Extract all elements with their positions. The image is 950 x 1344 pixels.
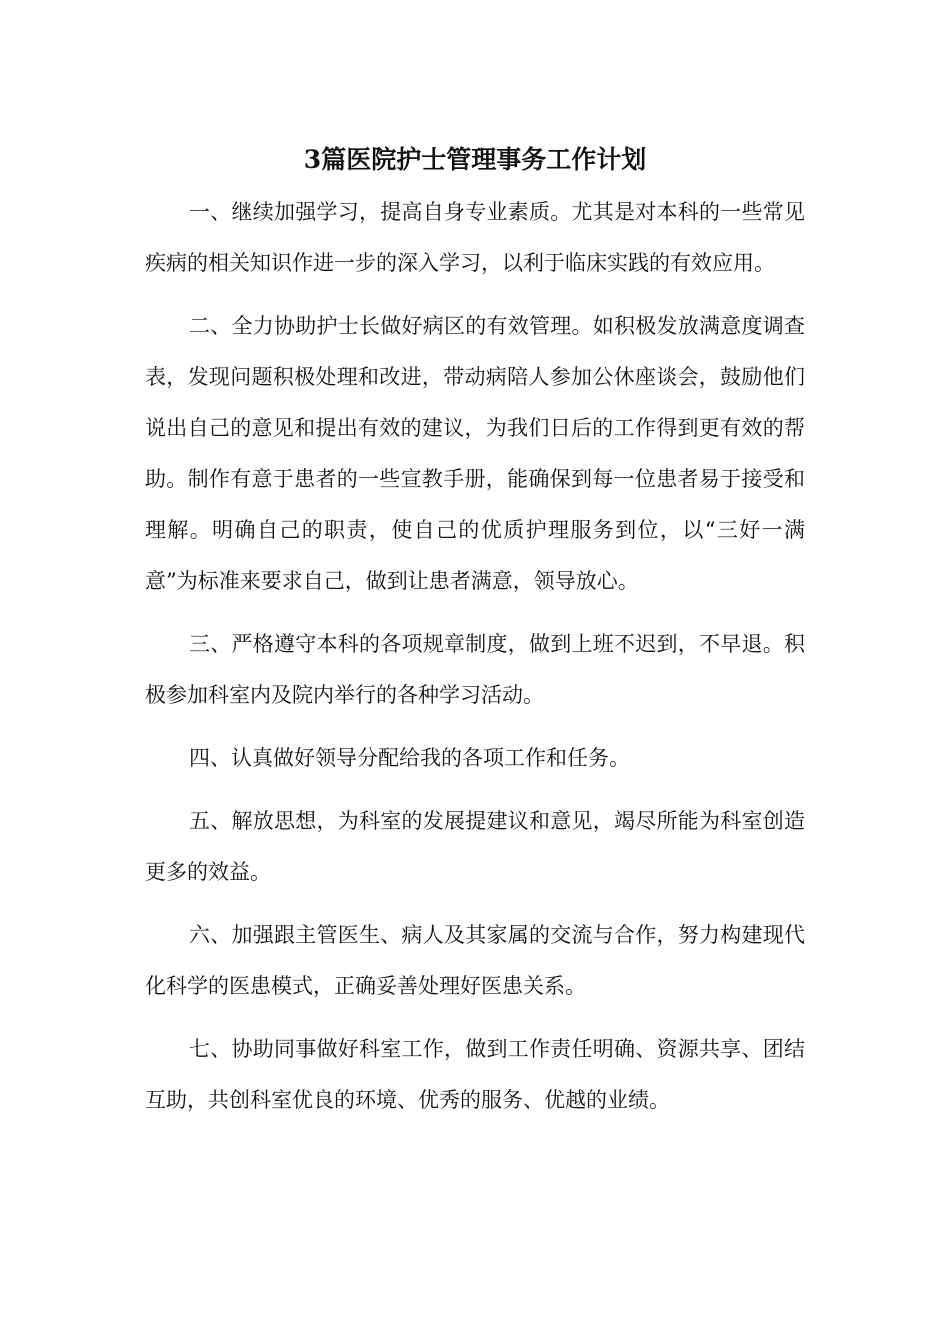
paragraph-2: 二、全力协助护士长做好病区的有效管理。如积极发放满意度调查表，发现问题积极处理和改进，带动病陪人参加公休座谈会，鼓励他们说出自己的意见和提出有效的建议，为我们日后的工作得到更有效的帮助。制作有意于患者的一些宣教手册，能确保到每一位患者易于接受和理解。明确自己的职责，使自己的优质护理服务到位，以“三好一满意”为标准来要求自己，做到让患者满意，领导放心。 <box>145 314 805 593</box>
paragraph-1: 一、继续加强学习，提高自身专业素质。尤其是对本科的一些常见疾病的相关知识作进一步的深入学习，以利于临床实践的有效应用。 <box>145 200 805 275</box>
paragraph-4: 四、认真做好领导分配给我的各项工作和任务。 <box>189 746 630 770</box>
paragraph-7: 七、协助同事做好科室工作，做到工作责任明确、资源共享、团结互助，共创科室优良的环境、优秀的服务、优越的业绩。 <box>145 1037 805 1112</box>
paragraph-5: 五、解放思想，为科室的发展提建议和意见，竭尽所能为科室创造更多的效益。 <box>145 809 805 884</box>
document-body <box>145 187 805 1138</box>
paragraph-6: 六、加强跟主管医生、病人及其家属的交流与合作，努力构建现代化科学的医患模式，正确妥善处理好医患关系。 <box>145 923 805 998</box>
paragraph-3: 三、严格遵守本科的各项规章制度，做到上班不迟到，不早退。积极参加科室内及院内举行的各种学习活动。 <box>145 632 805 707</box>
document-title: 3篇医院护士管理事务工作计划 <box>303 145 647 174</box>
